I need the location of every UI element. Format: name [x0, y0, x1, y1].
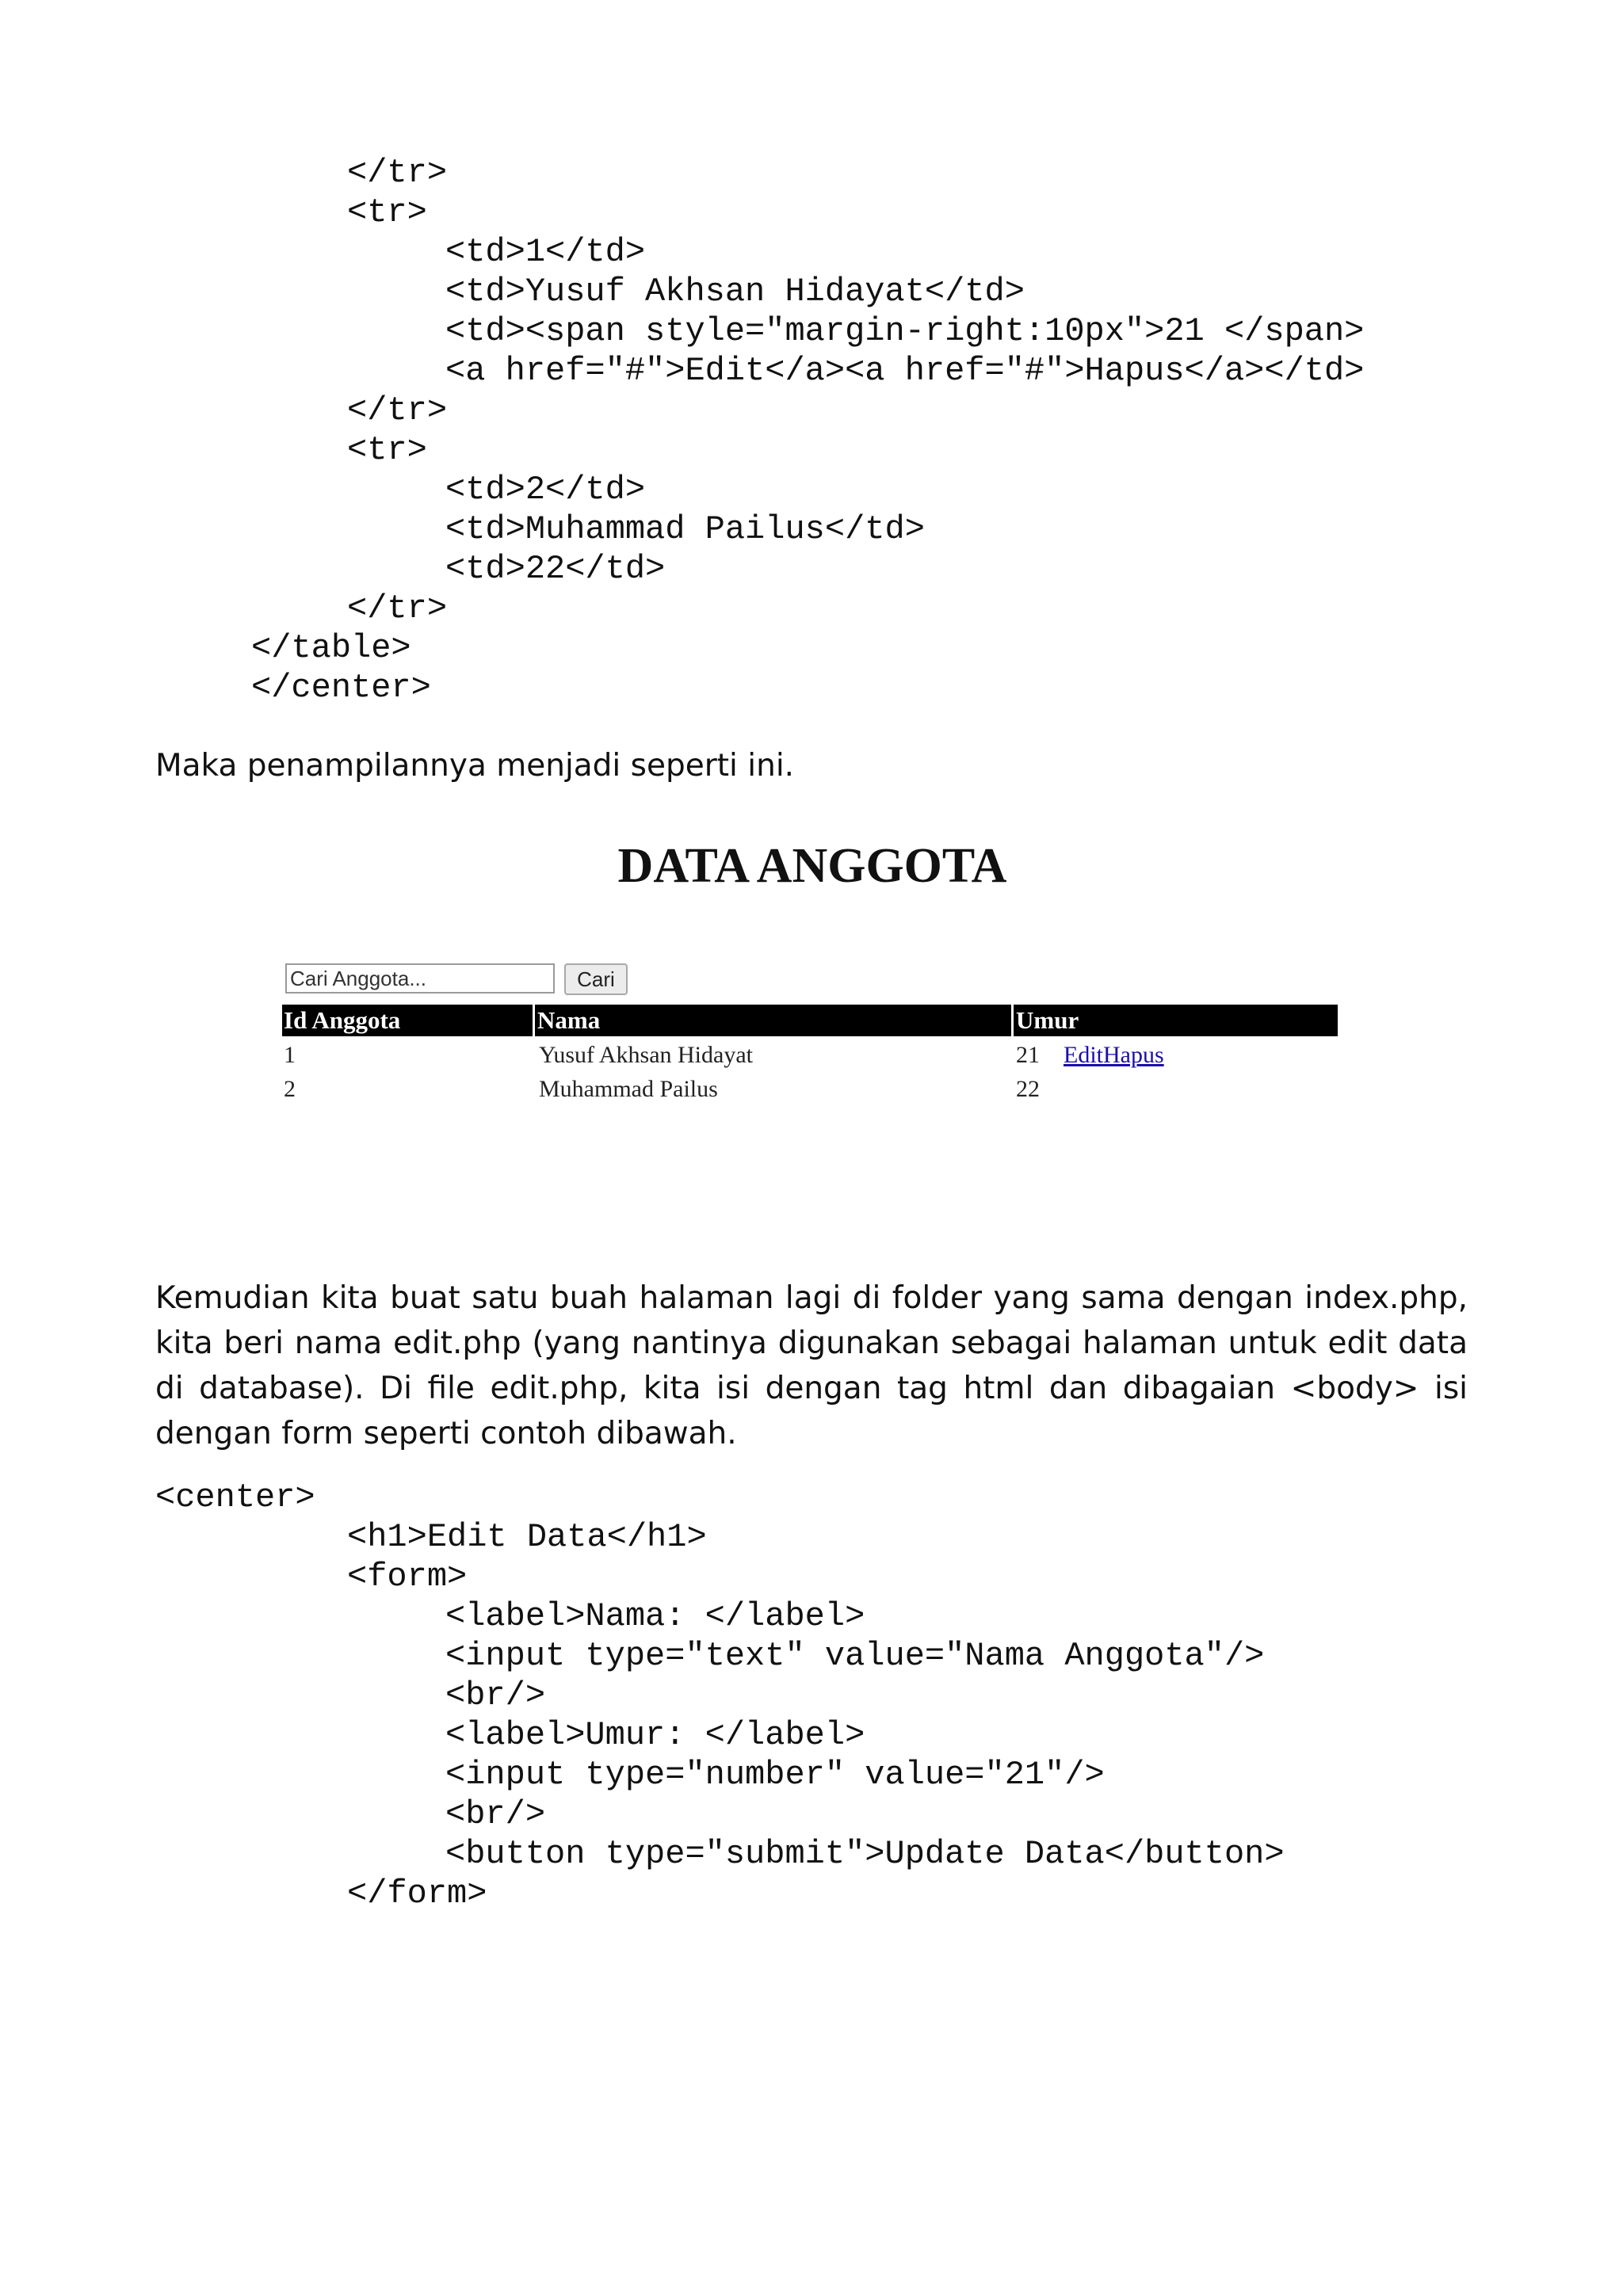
search-button[interactable]: Cari: [564, 963, 628, 995]
paragraph-intro: Maka penampilannya menjadi seperti ini.: [155, 748, 795, 784]
code-line: <label>Umur: </label>: [445, 1716, 865, 1754]
code-line: <tr>: [347, 193, 427, 231]
column-header-nama: Nama: [537, 1006, 601, 1034]
code-line: <form>: [347, 1558, 468, 1596]
code-line: <td>Muhammad Pailus</td>: [445, 510, 925, 548]
paragraph-instructions: Kemudian kita buat satu buah halaman lagi di folder yang sama dengan index.php, kita beri nama edit.php (yang nantinya digunakan sebagai halaman untuk edit data di database). Di file edit.php, kita isi dengan tag html dan dibagaian <body> isi dengan form seperti contoh dibawah.: [155, 1280, 1468, 1451]
page-title: DATA ANGGOTA: [617, 839, 1007, 893]
code-line: </tr>: [347, 391, 448, 429]
code-line: <label>Nama: </label>: [445, 1597, 865, 1635]
search-input[interactable]: Cari Anggota...: [285, 963, 555, 994]
rendered-page-screenshot: [277, 816, 1347, 1133]
code-line: <center>: [155, 1478, 315, 1516]
code-line: <br/>: [445, 1676, 546, 1714]
code-line: <h1>Edit Data</h1>: [347, 1518, 707, 1556]
code-line: <td>Yusuf Akhsan Hidayat</td>: [445, 273, 1025, 311]
code-line: </tr>: [347, 589, 448, 627]
cell-nama: Muhammad Pailus: [539, 1076, 718, 1102]
code-line: </center>: [251, 669, 431, 707]
code-line: <button type="submit">Update Data</button>: [445, 1835, 1285, 1873]
cell-umur: 21: [1016, 1042, 1040, 1068]
cell-id: 2: [284, 1076, 296, 1102]
column-divider: [533, 1005, 535, 1036]
hapus-link[interactable]: Hapus: [1103, 1042, 1164, 1068]
cell-id: 1: [284, 1042, 296, 1068]
code-line: <tr>: [347, 431, 427, 469]
code-line: <td><span style="margin-right:10px">21 </span>: [445, 312, 1365, 350]
code-line: <br/>: [445, 1795, 546, 1833]
column-divider: [1011, 1005, 1014, 1036]
code-line: </tr>: [347, 154, 448, 192]
code-line: </form>: [347, 1875, 487, 1913]
code-line: </table>: [251, 629, 411, 667]
code-line: <a href="#">Edit</a><a href="#">Hapus</a></td>: [445, 352, 1365, 390]
code-line: <input type="text" value="Nama Anggota"/>: [445, 1637, 1265, 1675]
code-line: <td>2</td>: [445, 471, 646, 509]
cell-nama: Yusuf Akhsan Hidayat: [539, 1042, 753, 1068]
cell-umur: 22: [1016, 1076, 1040, 1102]
code-line: <td>1</td>: [445, 233, 646, 271]
row-actions: [1064, 1039, 1164, 1071]
column-header-umur: Umur: [1016, 1006, 1079, 1034]
code-line: <td>22</td>: [445, 550, 666, 588]
column-header-id: Id Anggota: [284, 1006, 401, 1034]
table-header: [282, 1005, 1338, 1036]
edit-link[interactable]: Edit: [1064, 1042, 1103, 1068]
code-line: <input type="number" value="21"/>: [445, 1756, 1105, 1794]
